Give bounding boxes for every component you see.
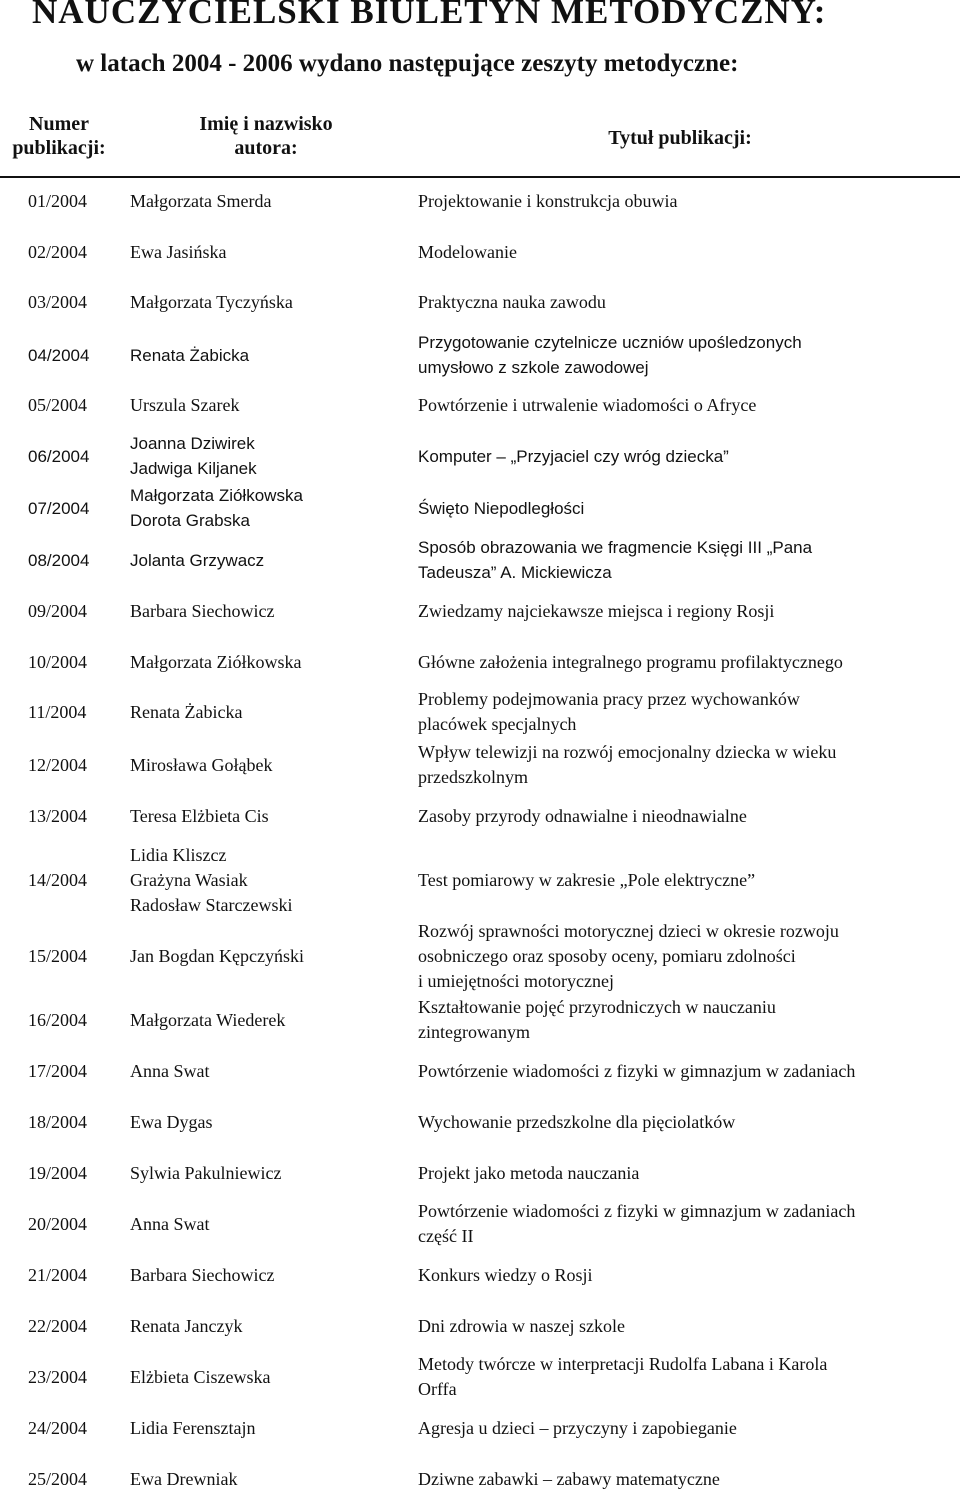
row-title <box>418 919 839 994</box>
author-line: Ewa Jasińska <box>130 242 227 262</box>
author-line: Jadwiga Kiljanek <box>130 459 257 478</box>
header-number-line: publikacji: <box>12 137 106 159</box>
title-line: Orffa <box>418 1379 457 1399</box>
title-line: Komputer – „Przyjaciel czy wróg dziecka” <box>418 447 729 466</box>
row-author <box>130 1365 270 1390</box>
row-number: 22/2004 <box>28 1316 88 1336</box>
author-line: Lidia Kliszcz <box>130 845 227 865</box>
row-number: 08/2004 <box>28 551 90 570</box>
title-line: Rozwój sprawności motorycznej dzieci w okresie rozwoju <box>418 921 839 941</box>
title-line: Problemy podejmowania pracy przez wychowanków <box>418 689 800 709</box>
author-line: Ewa Dygas <box>130 1112 213 1132</box>
row-author <box>130 1467 237 1492</box>
author-line: Anna Swat <box>130 1214 210 1234</box>
title-line: Agresja u dzieci – przyczyny i zapobieganie <box>418 1418 737 1438</box>
title-line: Powtórzenie wiadomości z fizyki w gimnazjum w zadaniach <box>418 1061 856 1081</box>
row-author <box>130 240 226 265</box>
row-title <box>418 535 812 585</box>
row-author <box>130 1110 212 1135</box>
author-line: Teresa Elżbieta Cis <box>130 806 269 826</box>
row-title <box>418 650 843 675</box>
row-title <box>418 1059 855 1084</box>
title-line: Główne założenia integralnego programu profilaktycznego <box>418 652 843 672</box>
row-title <box>418 496 584 521</box>
author-line: Renata Żabicka <box>130 702 243 722</box>
row-title <box>418 687 800 737</box>
row-title <box>418 868 755 893</box>
title-line: Metody twórcze w interpretacji Rudolfa Labana i Karola <box>418 1354 828 1374</box>
row-author <box>130 1416 255 1441</box>
row-number: 10/2004 <box>28 652 88 672</box>
row-number: 06/2004 <box>28 447 90 466</box>
row-author <box>130 1314 242 1339</box>
row-title <box>418 444 729 469</box>
row-title <box>418 1314 625 1339</box>
author-line: Elżbieta Ciszewska <box>130 1367 271 1387</box>
header-number-line: Numer <box>29 113 89 135</box>
author-line: Małgorzata Ziółkowska <box>130 486 303 505</box>
title-line: Kształtowanie pojęć przyrodniczych w nauczaniu <box>418 997 776 1017</box>
author-line: Urszula Szarek <box>130 395 240 415</box>
title-line: Tadeusza” A. Mickiewicza <box>418 563 612 582</box>
row-number: 02/2004 <box>28 242 88 262</box>
row-number: 13/2004 <box>28 806 88 826</box>
row-author <box>130 753 272 778</box>
title-line: Powtórzenie i utrwalenie wiadomości o Afryce <box>418 395 757 415</box>
title-line: przedszkolnym <box>418 767 528 787</box>
row-number: 21/2004 <box>28 1265 88 1285</box>
row-title <box>418 1467 720 1492</box>
author-line: Mirosława Gołąbek <box>130 755 273 775</box>
title-line: placówek specjalnych <box>418 714 577 734</box>
row-author <box>130 804 269 829</box>
title-line: Projektowanie i konstrukcja obuwia <box>418 191 678 211</box>
row-title <box>418 393 756 418</box>
title-line: Wpływ telewizji na rozwój emocjonalny dziecka w wieku <box>418 742 837 762</box>
author-line: Joanna Dziwirek <box>130 434 255 453</box>
row-author <box>130 483 303 533</box>
row-title <box>418 1161 639 1186</box>
row-author <box>130 1008 285 1033</box>
author-line: Renata Żabicka <box>130 346 250 365</box>
title-line: i umiejętności motorycznej <box>418 971 614 991</box>
row-number: 17/2004 <box>28 1061 88 1081</box>
author-line: Dorota Grabska <box>130 511 250 530</box>
row-number: 14/2004 <box>28 870 88 890</box>
row-title <box>418 290 606 315</box>
row-author <box>130 343 249 368</box>
row-author <box>130 548 264 573</box>
title-line: Dni zdrowia w naszej szkole <box>418 1316 625 1336</box>
title-line: Powtórzenie wiadomości z fizyki w gimnazjum w zadaniach <box>418 1201 856 1221</box>
row-number: 07/2004 <box>28 499 90 518</box>
row-number: 01/2004 <box>28 191 88 211</box>
header-author-line: Imię i nazwisko <box>199 113 333 135</box>
document-title: NAUCZYCIELSKI BIULETYN METODYCZNY: <box>32 0 827 31</box>
title-line: część II <box>418 1226 474 1246</box>
row-number: 03/2004 <box>28 292 88 312</box>
row-number: 19/2004 <box>28 1163 88 1183</box>
row-number: 05/2004 <box>28 395 88 415</box>
row-title <box>418 1199 855 1249</box>
row-title <box>418 1416 737 1441</box>
row-number: 16/2004 <box>28 1010 88 1030</box>
row-author <box>130 700 242 725</box>
document-subtitle: w latach 2004 - 2006 wydano następujące zeszyty metodyczne: <box>76 50 739 77</box>
author-line: Jolanta Grzywacz <box>130 551 265 570</box>
row-author <box>130 431 257 481</box>
row-number: 25/2004 <box>28 1469 88 1489</box>
row-author <box>130 189 271 214</box>
author-line: Małgorzata Smerda <box>130 191 272 211</box>
row-number: 15/2004 <box>28 946 88 966</box>
row-author <box>130 1059 210 1084</box>
title-line: Wychowanie przedszkolne dla pięciolatków <box>418 1112 736 1132</box>
author-line: Renata Janczyk <box>130 1316 243 1336</box>
row-author <box>130 1263 274 1288</box>
row-number: 23/2004 <box>28 1367 88 1387</box>
row-number: 09/2004 <box>28 601 88 621</box>
title-line: umysłowo z szkole zawodowej <box>418 358 649 377</box>
author-line: Ewa Drewniak <box>130 1469 238 1489</box>
row-title <box>418 189 677 214</box>
row-author <box>130 1161 281 1186</box>
title-line: Modelowanie <box>418 242 517 262</box>
title-line: Zasoby przyrody odnawialne i nieodnawialne <box>418 806 747 826</box>
row-title <box>418 330 802 380</box>
row-author <box>130 393 239 418</box>
row-title <box>418 1352 827 1402</box>
author-line: Barbara Siechowicz <box>130 1265 275 1285</box>
row-title <box>418 240 517 265</box>
row-author <box>130 843 292 918</box>
title-line: Konkurs wiedzy o Rosji <box>418 1265 593 1285</box>
title-line: Projekt jako metoda nauczania <box>418 1163 640 1183</box>
row-title <box>418 1263 593 1288</box>
author-line: Sylwia Pakulniewicz <box>130 1163 282 1183</box>
author-line: Radosław Starczewski <box>130 895 293 915</box>
row-title <box>418 1110 735 1135</box>
title-line: osobniczego oraz sposoby oceny, pomiaru zdolności <box>418 946 796 966</box>
author-line: Lidia Ferensztajn <box>130 1418 256 1438</box>
title-line: Przygotowanie czytelnicze uczniów upośledzonych <box>418 333 802 352</box>
row-author <box>130 650 301 675</box>
row-author <box>130 290 293 315</box>
row-number: 12/2004 <box>28 755 88 775</box>
header-author-line: autora: <box>234 137 298 159</box>
row-title <box>418 740 836 790</box>
row-author <box>130 599 274 624</box>
title-line: Dziwne zabawki – zabawy matematyczne <box>418 1469 720 1489</box>
title-line: Sposób obrazowania we fragmencie Księgi III „Pana <box>418 538 813 557</box>
row-title <box>418 804 747 829</box>
author-line: Jan Bogdan Kępczyński <box>130 946 304 966</box>
author-line: Grażyna Wasiak <box>130 870 248 890</box>
row-author <box>130 1212 210 1237</box>
title-line: Święto Niepodległości <box>418 499 585 518</box>
author-line: Małgorzata Tyczyńska <box>130 292 293 312</box>
header-title: Tytuł publikacji: <box>608 127 752 149</box>
title-line: Test pomiarowy w zakresie „Pole elektryczne” <box>418 870 756 890</box>
row-number: 24/2004 <box>28 1418 88 1438</box>
author-line: Małgorzata Ziółkowska <box>130 652 302 672</box>
author-line: Anna Swat <box>130 1061 210 1081</box>
title-line: Praktyczna nauka zawodu <box>418 292 606 312</box>
row-title <box>418 995 776 1045</box>
row-author <box>130 944 304 969</box>
row-number: 11/2004 <box>28 702 87 722</box>
author-line: Barbara Siechowicz <box>130 601 275 621</box>
row-title <box>418 599 774 624</box>
title-line: Zwiedzamy najciekawsze miejsca i regiony Rosji <box>418 601 775 621</box>
title-line: zintegrowanym <box>418 1022 530 1042</box>
row-number: 18/2004 <box>28 1112 88 1132</box>
row-number: 20/2004 <box>28 1214 88 1234</box>
row-number: 04/2004 <box>28 346 90 365</box>
author-line: Małgorzata Wiederek <box>130 1010 286 1030</box>
